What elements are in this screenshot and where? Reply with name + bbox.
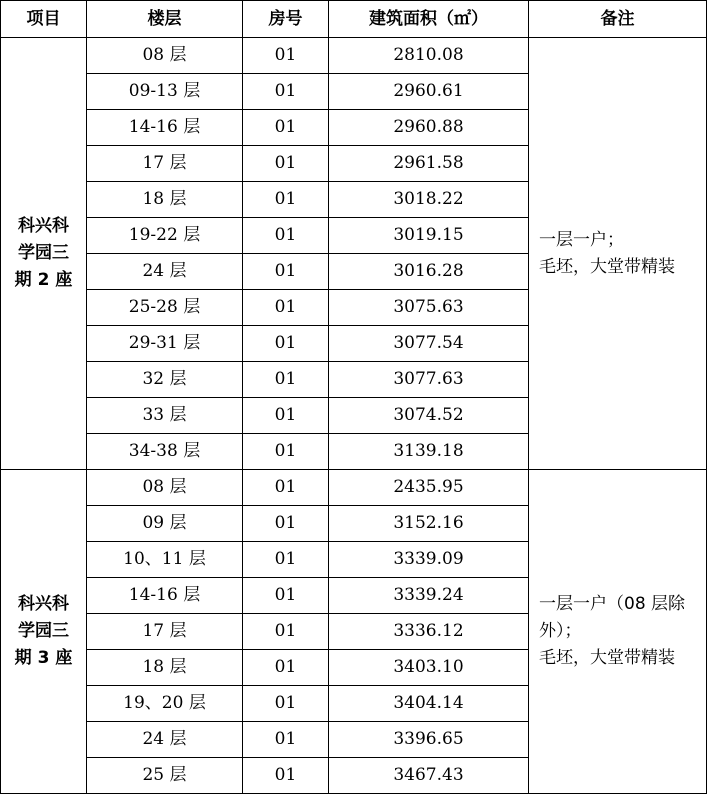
- table-row: [1, 38, 707, 74]
- table-body: [1, 38, 707, 794]
- table-row: [1, 470, 707, 506]
- area-cell: 2960.88: [329, 110, 529, 146]
- room-cell: 01: [243, 506, 329, 542]
- note-line: 外）；: [539, 621, 582, 641]
- area-cell: 3077.63: [329, 362, 529, 398]
- area-cell: 2960.61: [329, 74, 529, 110]
- note-line: 一层一户；: [539, 229, 624, 250]
- floor-cell: 33 层: [87, 398, 243, 434]
- project-name-line: 科兴科: [18, 216, 69, 236]
- note-cell: [529, 38, 707, 470]
- room-cell: 01: [243, 182, 329, 218]
- floor-cell: 14-16 层: [87, 110, 243, 146]
- area-cell: 3139.18: [329, 434, 529, 470]
- area-cell: 2435.95: [329, 470, 529, 506]
- floor-cell: 24 层: [87, 254, 243, 290]
- room-cell: 01: [243, 38, 329, 74]
- room-cell: 01: [243, 110, 329, 146]
- room-cell: 01: [243, 758, 329, 794]
- floor-cell: 24 层: [87, 722, 243, 758]
- floor-cell: 29-31 层: [87, 326, 243, 362]
- room-cell: 01: [243, 290, 329, 326]
- note-line: 一层一户（08 层除: [539, 594, 686, 614]
- floor-cell: 25-28 层: [87, 290, 243, 326]
- room-cell: 01: [243, 362, 329, 398]
- room-cell: 01: [243, 614, 329, 650]
- room-cell: 01: [243, 218, 329, 254]
- room-cell: 01: [243, 74, 329, 110]
- floor-cell: 17 层: [87, 614, 243, 650]
- header-room: 房号: [243, 1, 329, 38]
- floor-cell: 19-22 层: [87, 218, 243, 254]
- floor-cell: 18 层: [87, 182, 243, 218]
- area-cell: 3019.15: [329, 218, 529, 254]
- project-name: [12, 591, 76, 672]
- project-name-line: 期 3 座: [14, 648, 73, 668]
- room-cell: 01: [243, 722, 329, 758]
- header-floor: 楼层: [87, 1, 243, 38]
- project-name-line: 学园三: [18, 243, 69, 263]
- room-cell: 01: [243, 650, 329, 686]
- floor-cell: 09 层: [87, 506, 243, 542]
- room-cell: 01: [243, 470, 329, 506]
- note-cell: [529, 470, 707, 794]
- project-cell: [1, 38, 87, 470]
- header-area: 建筑面积（㎡）: [329, 1, 529, 38]
- room-cell: 01: [243, 398, 329, 434]
- area-cell: 3339.24: [329, 578, 529, 614]
- note-line: 毛坯，大堂带精装: [539, 648, 675, 668]
- area-cell: 3396.65: [329, 722, 529, 758]
- floor-cell: 32 层: [87, 362, 243, 398]
- table-header-row: [1, 1, 707, 38]
- floor-cell: 10、11 层: [87, 542, 243, 578]
- project-cell: [1, 470, 87, 794]
- floor-cell: 17 层: [87, 146, 243, 182]
- room-cell: 01: [243, 434, 329, 470]
- project-name-line: 学园三: [18, 621, 69, 641]
- project-name-line: 期 2 座: [14, 270, 73, 290]
- room-cell: 01: [243, 254, 329, 290]
- floor-cell: 25 层: [87, 758, 243, 794]
- area-cell: 3336.12: [329, 614, 529, 650]
- floor-cell: 14-16 层: [87, 578, 243, 614]
- room-cell: 01: [243, 578, 329, 614]
- area-cell: 2961.58: [329, 146, 529, 182]
- floor-cell: 08 层: [87, 38, 243, 74]
- area-cell: 3404.14: [329, 686, 529, 722]
- area-cell: 3074.52: [329, 398, 529, 434]
- room-cell: 01: [243, 146, 329, 182]
- room-cell: 01: [243, 686, 329, 722]
- note-line: 毛坯，大堂带精装: [539, 256, 675, 277]
- area-cell: 3339.09: [329, 542, 529, 578]
- area-cell: 3467.43: [329, 758, 529, 794]
- floor-cell: 18 层: [87, 650, 243, 686]
- header-note: 备注: [529, 1, 707, 38]
- area-cell: 3077.54: [329, 326, 529, 362]
- area-cell: 3075.63: [329, 290, 529, 326]
- floor-cell: 08 层: [87, 470, 243, 506]
- area-cell: 3018.22: [329, 182, 529, 218]
- room-cell: 01: [243, 542, 329, 578]
- project-name-line: 科兴科: [18, 594, 69, 614]
- floor-cell: 09-13 层: [87, 74, 243, 110]
- area-cell: 3403.10: [329, 650, 529, 686]
- floor-cell: 19、20 层: [87, 686, 243, 722]
- area-cell: 3016.28: [329, 254, 529, 290]
- area-cell: 3152.16: [329, 506, 529, 542]
- room-cell: 01: [243, 326, 329, 362]
- floor-cell: 34-38 层: [87, 434, 243, 470]
- header-project: 项目: [1, 1, 87, 38]
- area-cell: 2810.08: [329, 38, 529, 74]
- project-name: [12, 213, 76, 294]
